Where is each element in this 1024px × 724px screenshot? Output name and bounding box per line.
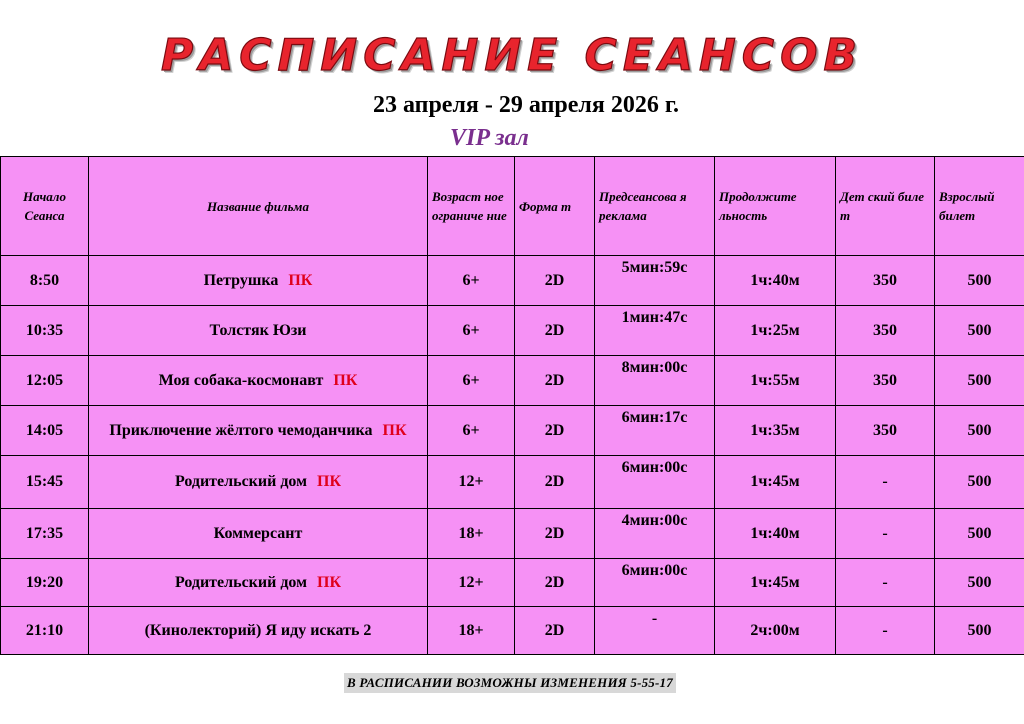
age-rating-cell: 12+: [428, 559, 515, 607]
pre-show-ads-cell: [595, 306, 715, 356]
child-ticket-cell: -: [836, 456, 935, 509]
header-ads: Предсеансова я реклама: [595, 157, 715, 256]
format-cell: 2D: [515, 306, 595, 356]
adult-ticket-cell: 500: [935, 306, 1024, 356]
header-start: Начало Сеанса: [1, 157, 89, 256]
duration-cell: 1ч:45м: [715, 456, 836, 509]
pre-show-ads-cell: [595, 509, 715, 559]
child-ticket-cell: -: [836, 607, 935, 655]
table-row: [1, 356, 1024, 406]
film-title: Петрушка: [203, 271, 279, 289]
pre-show-ads-value: -: [651, 610, 658, 627]
age-rating-cell: 6+: [428, 306, 515, 356]
duration-cell: 1ч:25м: [715, 306, 836, 356]
duration-cell: 1ч:55м: [715, 356, 836, 406]
schedule-table: [0, 156, 1024, 655]
table-row: [1, 509, 1024, 559]
adult-ticket-cell: 500: [935, 607, 1024, 655]
pk-badge: ПК: [382, 421, 407, 439]
film-title: Толстяк Юзи: [209, 321, 307, 339]
header-adult-ticket: Взрослый билет: [935, 157, 1024, 256]
pre-show-ads-value: 5мин:59с: [621, 259, 688, 276]
pk-badge: ПК: [333, 371, 358, 389]
header-child-ticket: Дет ский биле т: [836, 157, 935, 256]
pre-show-ads-value: 6мин:00с: [621, 459, 688, 476]
film-title: Коммерсант: [213, 524, 303, 542]
pre-show-ads-cell: [595, 559, 715, 607]
format-cell: 2D: [515, 456, 595, 509]
format-cell: 2D: [515, 509, 595, 559]
film-title-cell: [89, 306, 428, 356]
format-cell: 2D: [515, 256, 595, 306]
header-duration: Продолжите льность: [715, 157, 836, 256]
film-title-cell: [89, 456, 428, 509]
pre-show-ads-cell: [595, 607, 715, 655]
film-title: (Кинолекторий) Я иду искать 2: [144, 621, 372, 639]
age-rating-cell: 12+: [428, 456, 515, 509]
start-time-cell: 10:35: [1, 306, 89, 356]
child-ticket-cell: 350: [836, 306, 935, 356]
age-rating-cell: 6+: [428, 406, 515, 456]
child-ticket-cell: 350: [836, 256, 935, 306]
table-row: [1, 256, 1024, 306]
table-row: [1, 559, 1024, 607]
adult-ticket-cell: 500: [935, 456, 1024, 509]
pk-badge: ПК: [317, 573, 342, 591]
child-ticket-cell: -: [836, 559, 935, 607]
age-rating-cell: 6+: [428, 356, 515, 406]
adult-ticket-cell: 500: [935, 256, 1024, 306]
header-age: Возраст ное ограниче ние: [428, 157, 515, 256]
duration-cell: 2ч:00м: [715, 607, 836, 655]
footer-note: В РАСПИСАНИИ ВОЗМОЖНЫ ИЗМЕНЕНИЯ 5-55-17: [344, 673, 676, 693]
pre-show-ads-value: 6мин:00с: [621, 562, 688, 579]
pre-show-ads-value: 8мин:00с: [621, 359, 688, 376]
film-title: Моя собака-космонавт: [158, 371, 324, 389]
table-row: [1, 607, 1024, 655]
start-time-cell: 21:10: [1, 607, 89, 655]
duration-cell: 1ч:35м: [715, 406, 836, 456]
film-title-cell: [89, 356, 428, 406]
pre-show-ads-value: 1мин:47с: [621, 309, 688, 326]
adult-ticket-cell: 500: [935, 509, 1024, 559]
duration-cell: 1ч:40м: [715, 509, 836, 559]
pre-show-ads-cell: [595, 406, 715, 456]
format-cell: 2D: [515, 559, 595, 607]
pk-badge: ПК: [317, 473, 342, 490]
start-time-cell: 8:50: [1, 256, 89, 306]
film-title: Приключение жёлтого чемоданчика: [109, 421, 373, 439]
adult-ticket-cell: 500: [935, 406, 1024, 456]
film-title: Родительский дом: [174, 473, 308, 490]
age-rating-cell: 18+: [428, 509, 515, 559]
table-row: [1, 456, 1024, 509]
start-time-cell: 17:35: [1, 509, 89, 559]
format-cell: 2D: [515, 607, 595, 655]
duration-cell: 1ч:40м: [715, 256, 836, 306]
film-title-cell: [89, 406, 428, 456]
age-rating-cell: 6+: [428, 256, 515, 306]
age-rating-cell: 18+: [428, 607, 515, 655]
table-header-row: [1, 157, 1024, 256]
format-cell: 2D: [515, 406, 595, 456]
page-title: РАСПИСАНИЕ СЕАНСОВ: [160, 30, 864, 81]
date-range: 23 апреля - 29 апреля 2026 г.: [372, 92, 680, 118]
film-title-cell: [89, 256, 428, 306]
hall-name: VIP зал: [450, 125, 529, 151]
adult-ticket-cell: 500: [935, 559, 1024, 607]
format-cell: 2D: [515, 356, 595, 406]
start-time-cell: 12:05: [1, 356, 89, 406]
start-time-cell: 15:45: [1, 456, 89, 509]
adult-ticket-cell: 500: [935, 356, 1024, 406]
film-title-cell: [89, 509, 428, 559]
pre-show-ads-value: 6мин:17с: [621, 409, 688, 426]
table-row: [1, 406, 1024, 456]
film-title: Родительский дом: [174, 573, 308, 591]
film-title-cell: [89, 607, 428, 655]
child-ticket-cell: 350: [836, 356, 935, 406]
header-film: Название фильма: [89, 157, 428, 256]
child-ticket-cell: -: [836, 509, 935, 559]
start-time-cell: 19:20: [1, 559, 89, 607]
pre-show-ads-cell: [595, 356, 715, 406]
film-title-cell: [89, 559, 428, 607]
pre-show-ads-value: 4мин:00с: [621, 512, 688, 529]
pre-show-ads-cell: [595, 256, 715, 306]
pre-show-ads-cell: [595, 456, 715, 509]
pk-badge: ПК: [288, 271, 313, 289]
child-ticket-cell: 350: [836, 406, 935, 456]
header-format: Форма т: [515, 157, 595, 256]
table-row: [1, 306, 1024, 356]
duration-cell: 1ч:45м: [715, 559, 836, 607]
start-time-cell: 14:05: [1, 406, 89, 456]
